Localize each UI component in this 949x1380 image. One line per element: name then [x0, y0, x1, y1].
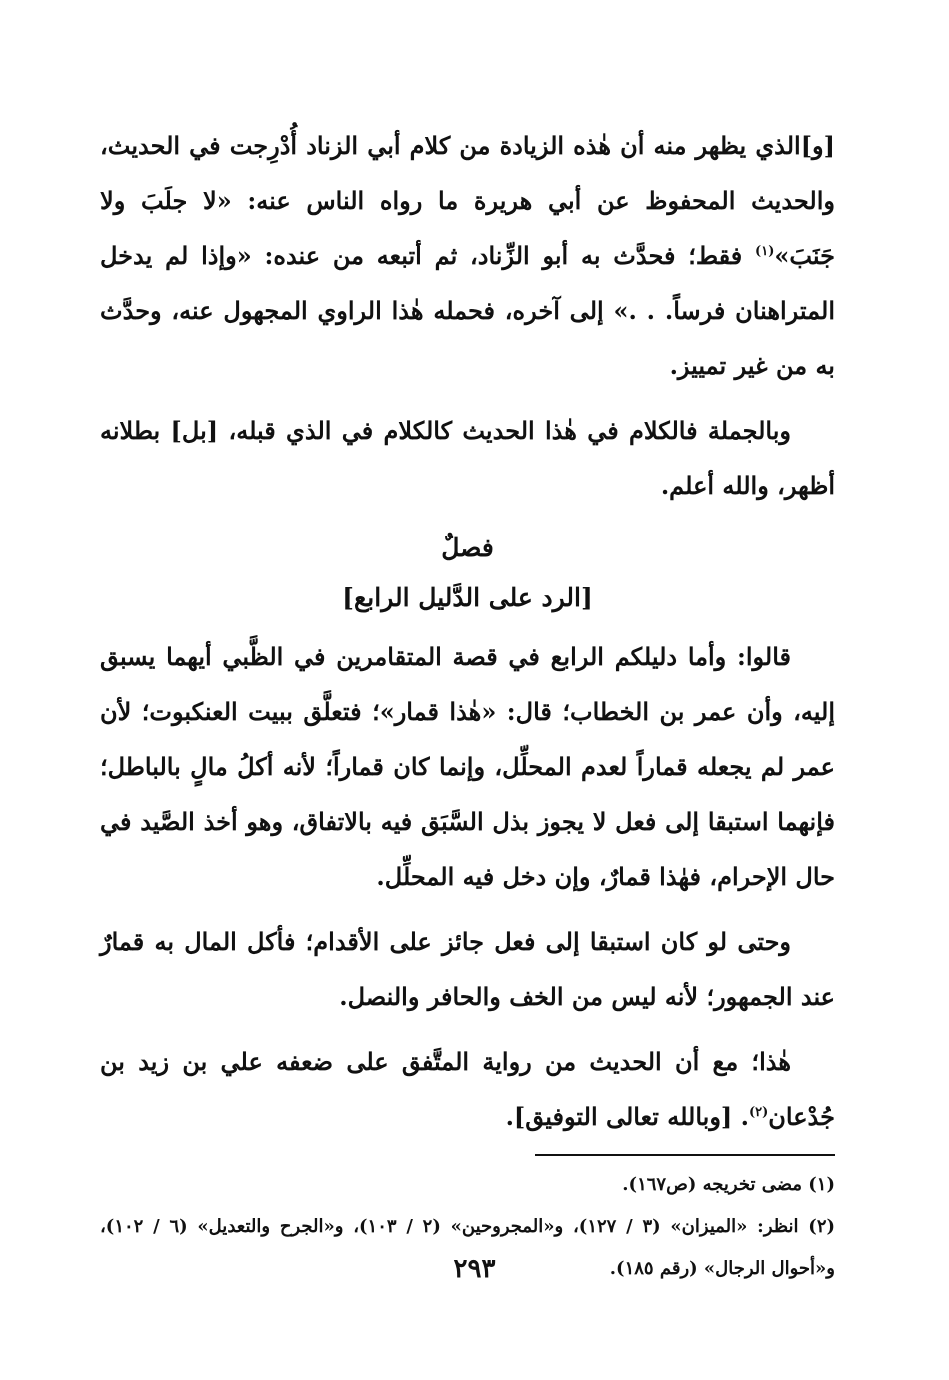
paragraph-1 — [100, 118, 835, 393]
footnote-1: (١) مضى تخريجه (ص١٦٧). — [622, 1174, 835, 1195]
footnote-ref-2[interactable]: (٢) — [749, 1105, 769, 1120]
paragraph-1-text-rest: فقط؛ فحدَّث به أبو الزِّناد، ثم أتبعه من عنده: «وإذا لم يدخل المتراهنان فرساً. . .» إلى آخره، فحمله هٰذا الراوي المجهول عنه، وحدَّث به من غير تمييز. — [100, 241, 835, 380]
section-subtitle: [الرد على الدَّليل الرابع] — [342, 583, 593, 612]
footnote-divider — [535, 1154, 835, 1156]
footnote-2: (٢) انظر: «الميزان» (٣ / ١٢٧)، و«المجروحين» (٢ / ١٠٣)، و«الجرح والتعديل» (٦ / ١٠٢)، و«أحوال الرجال» (رقم ١٨٥). — [100, 1216, 836, 1279]
paragraph-5 — [100, 1034, 835, 1144]
section-title: فصلٌ — [441, 533, 494, 562]
paragraph-4: وحتى لو كان استبقا إلى فعل جائز على الأقدام؛ فأكل المال به قمارٌ عند الجمهور؛ لأنه ليس من الخف والحافر والنصل. — [100, 927, 835, 1011]
paragraph-1-text: [و]الذي يظهر منه أن هٰذه الزيادة من كلام أبي الزناد أُدْرِجت في الحديث، والحديث المحفوظ عن أبي هريرة ما رواه الناس عنه: «لا جلَبَ ولا جَنَبَ» — [100, 131, 835, 270]
paragraph-3: قالوا: وأما دليلكم الرابع في قصة المتقامرين في الظَّبي أيهما يسبق إليه، وأن عمر بن الخطاب؛ قال: «هٰذا قمار»؛ فتعلَّق ببيت العنكبوت؛ لأن عمر لم يجعله قماراً لعدم المحلِّل، وإنما كان قماراً؛ لأنه أكلُ مالٍ بالباطل؛ فإنهما استبقا إلى فعل لا يجوز بذل السَّبَق فيه بالاتفاق، وهو أخذ الصَّيد في حال الإحرام، فهٰذا قمارٌ، وإن دخل فيه المحلِّل. — [100, 642, 835, 891]
paragraph-5-text: هٰذا؛ مع أن الحديث من رواية المتَّفق على ضعفه علي بن زيد بن جُدْعان — [100, 1047, 835, 1131]
footnote-ref-1[interactable]: (١) — [755, 244, 775, 259]
paragraph-5-text-rest: . [وبالله تعالى التوفيق]. — [505, 1102, 749, 1131]
page-body — [100, 118, 835, 1290]
page-number: ٢٩٣ — [453, 1254, 496, 1284]
paragraph-2: وبالجملة فالكلام في هٰذا الحديث كالكلام في الذي قبله، [بل] بطلانه أظهر، والله أعلم. — [100, 416, 835, 500]
